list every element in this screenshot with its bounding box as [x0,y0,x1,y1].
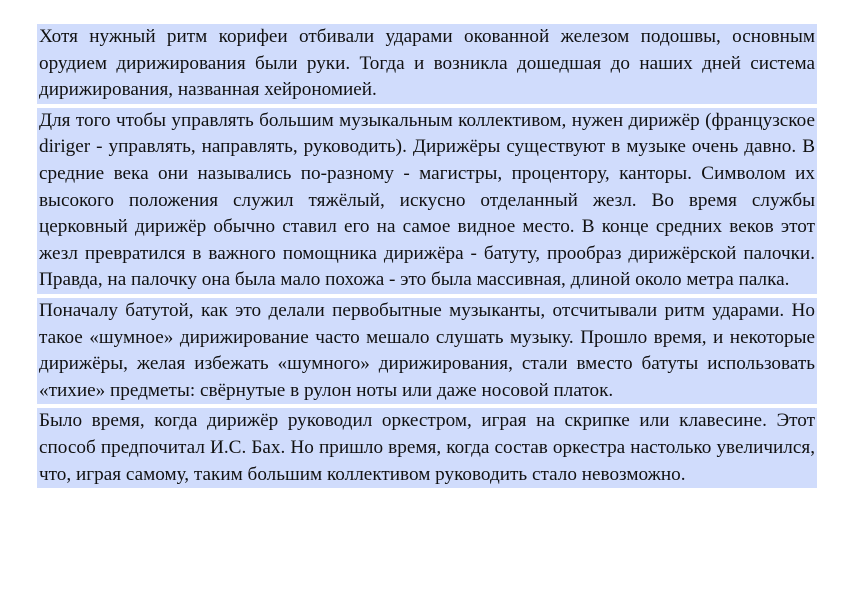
paragraph-violin-conducting: Было время, когда дирижёр руководил оркестром, играя на скрипке или клавесине. Этот способ предпочитал И.С. Бах. Но пришло время, когда состав оркестра настолько увеличился, что, играя самому, таким большим коллективом руководить стало невозможно. [37,408,817,488]
document-body [37,24,817,488]
paragraph-quiet-conducting: Поначалу батутой, как это делали первобытные музыканты, отсчитывали ритм ударами. Но такое «шумное» дирижирование часто мешало слушать музыку. Прошло время, и некоторые дирижёры, желая избежать «шумного» дирижирования, стали вместо батуты использовать «тихие» предметы: свёрнутые в рулон ноты или даже носовой платок. [37,298,817,404]
paragraph-cheironomy: Хотя нужный ритм корифеи отбивали ударами окованной железом подошвы, основным орудием дирижирования были руки. Тогда и возникла дошедшая до наших дней система дирижирования, названная хейрономией. [37,24,817,104]
paragraph-conductor-history: Для того чтобы управлять большим музыкальным коллективом, нужен дирижёр (французское diriger - управлять, направлять, руководить). Дирижёры существуют в музыке очень давно. В средние века они назывались по-разному - магистры, процентору, канторы. Символом их высокого положения служил тяжёлый, искусно отделанный жезл. Во время службы церковный дирижёр обычно ставил его на самое видное место. В конце средних веков этот жезл превратился в важного помощника дирижёра - батуту, прообраз дирижёрской палочки. Правда, на палочку она была мало похожа - это была массивная, длиной около метра палка. [37,108,817,294]
